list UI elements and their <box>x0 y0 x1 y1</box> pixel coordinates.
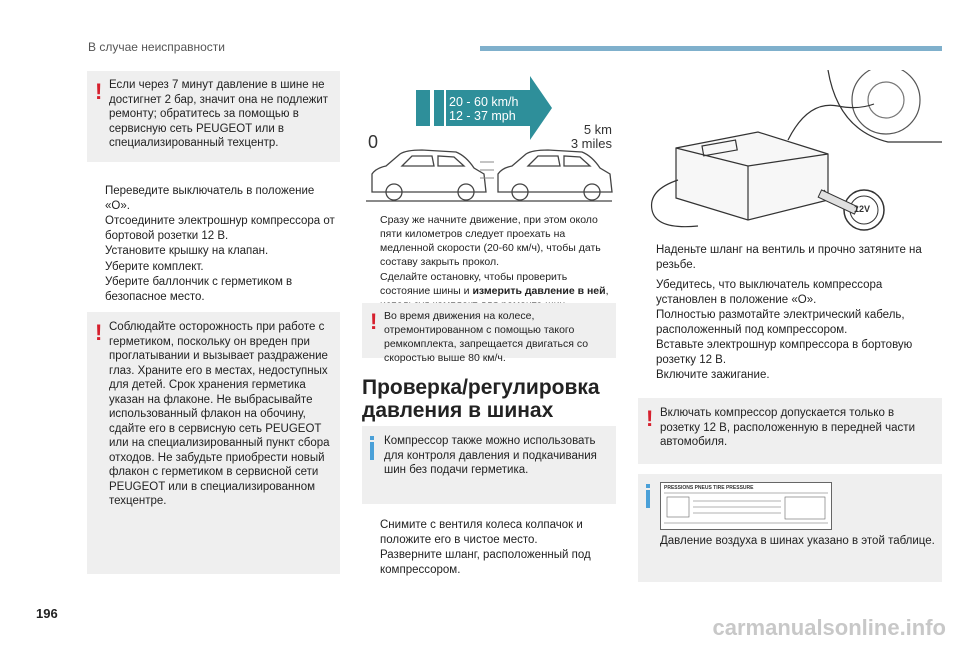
warning-icon: ! <box>95 320 103 345</box>
socket-12v-label: 12V <box>854 204 871 214</box>
list-item: Включите зажигание. <box>656 369 770 381</box>
warning-text: Соблюдайте осторожность при работе с герметиком, поскольку он вреден при проглатывании и вызывает раздражение глаз. Храните его в местах, недоступных для детей. Срок хранения герметика указан на флаконе. Не выбрасывайте использованный флакон на обочину, сдайте его в сервисную сеть PEUGEOT или на специализированный пункт сбора отходов. Не забудьте приобрести новый флакон с герметиком в сервисной сети PEUGEOT или в специализированном техцентре. <box>109 321 330 507</box>
warning-box-speed <box>362 303 616 364</box>
warning-icon: ! <box>370 309 378 334</box>
info-box-compressor <box>362 426 616 504</box>
warning-text: Включать компрессор допускается только в розетку 12 В, расположенную в передней части автомобиля. <box>660 407 915 448</box>
right-steps-list <box>638 243 942 384</box>
info-icon <box>370 442 374 460</box>
distance-miles-label: 3 miles <box>570 136 612 151</box>
tire-pressure-label-image <box>660 482 832 530</box>
watermark-text: carmanualsonline.info <box>712 615 946 640</box>
list-item: Уберите баллончик с герметиком в безопасное место. <box>105 276 293 303</box>
list-item: Сразу же начните движение, при этом около пяти километров следует проехать на медленной скорости (20-60 км/ч), чтобы дать составу закрыть прокол. <box>380 214 601 268</box>
compressor-figure <box>638 70 942 232</box>
tire-label-lines <box>661 483 831 529</box>
mid-steps-list <box>362 213 616 313</box>
info-box-pressure-label <box>638 474 942 582</box>
list-item: Вставьте электрошнур компрессора в бортовую розетку 12 В. <box>656 339 913 366</box>
warning-box-sealant <box>87 312 340 574</box>
section-heading-line1: Проверка/регулировка <box>362 376 600 399</box>
driving-speed-figure <box>362 70 616 205</box>
warning-box-pressure <box>87 71 340 162</box>
section-title: В случае неисправности <box>88 40 225 54</box>
warning-text: Во время движения на колесе, отремонтированном с помощью такого ремкомплекта, запрещается двигаться со скоростью выше 80 км/ч. <box>384 310 589 364</box>
list-item: Полностью размотайте электрический кабель, расположенный под компрессором. <box>656 309 905 336</box>
emphasis-text: измерить давление в ней <box>472 285 606 297</box>
compressor-figure-svg <box>638 70 942 232</box>
zero-distance-label: 0 <box>368 132 379 152</box>
info-icon <box>646 490 650 508</box>
distance-km-label: 5 km <box>583 122 612 137</box>
speed-kmh-label: 20 - 60 km/h <box>449 95 519 109</box>
warning-box-socket <box>638 398 942 464</box>
page-number: 196 <box>36 606 58 621</box>
list-item: Отсоедините электрошнур компрессора от бортовой розетки 12 В. <box>105 215 335 242</box>
list-item: Установите крышку на клапан. <box>105 245 269 257</box>
list-item: Сделайте остановку, чтобы проверить состояние шины и измерить давление в ней, <box>380 271 609 297</box>
info-text: Давление воздуха в шинах указано в этой таблице. <box>660 535 935 547</box>
list-item: Снимите с вентиля колеса колпачок и положите его в чистое место. <box>380 519 583 546</box>
warning-icon: ! <box>646 406 654 431</box>
info-text: Компрессор также можно использовать для контроля давления и подкачивания шин без подачи герметика. <box>384 435 597 476</box>
warning-icon: ! <box>95 79 103 104</box>
list-item: Наденьте шланг на вентиль и прочно затяните на резьбе. <box>656 244 922 271</box>
header-accent-bar <box>480 46 942 51</box>
left-steps-list <box>87 184 340 305</box>
list-item: Разверните шланг, расположенный под компрессором. <box>380 549 591 576</box>
speed-mph-label: 12 - 37 mph <box>449 109 516 123</box>
tire-pressure-label-title: PRESSIONS PNEUS TIRE PRESSURE <box>664 485 754 491</box>
mid-steps-list-2 <box>362 518 616 578</box>
list-item: Переведите выключатель в положение «O». <box>105 185 315 212</box>
list-item: Убедитесь, что выключатель компрессора установлен в положение «O». <box>656 279 883 306</box>
section-heading-line2: давления в шинах <box>362 399 554 422</box>
warning-text: Если через 7 минут давление в шине не достигнет 2 бар, значит она не подлежит ремонту; обратитесь за помощью в сервисную сеть PEUGEOT или в специализированный техцентр. <box>109 79 329 149</box>
list-item: Уберите комплект. <box>105 260 204 273</box>
